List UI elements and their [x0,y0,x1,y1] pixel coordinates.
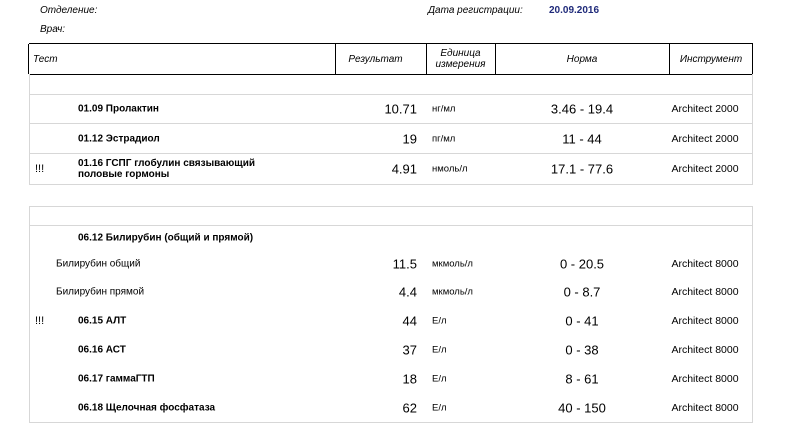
test-instrument: Architect 2000 [671,103,739,115]
test-result: 4.91 [391,161,417,177]
test-unit: мкмоль/л [432,286,473,298]
test-norm: 40 - 150 [558,400,606,416]
col-unit: Единица измерения [435,48,486,70]
table-row [30,365,752,393]
table-row [30,154,752,184]
table-header [29,43,753,75]
test-unit: мкмоль/л [432,258,473,270]
table-row [30,394,752,422]
test-instrument: Architect 8000 [671,402,739,414]
group-title: 06.12 Билирубин (общий и прямой) [78,232,254,244]
test-name: 01.09 Пролактин [78,103,159,115]
table-row [30,250,752,278]
test-result: 11.5 [392,256,417,272]
test-instrument: Architect 2000 [671,163,739,175]
test-norm: 0 - 20.5 [559,256,605,272]
col-instrument: Инструмент [679,53,743,65]
test-norm: 0 - 41 [565,313,599,329]
test-name: 06.17 гаммаГТП [78,373,155,385]
test-result: 18 [402,371,417,387]
table-row [30,95,752,123]
test-result: 4.4 [398,284,417,300]
test-unit: Е/л [432,402,447,414]
test-norm: 3.46 - 19.4 [550,101,614,117]
test-unit: нмоль/л [432,163,468,175]
col-norm: Норма [566,53,598,65]
test-result: 19 [402,131,417,146]
test-name: 06.18 Щелочная фосфатаза [78,402,216,414]
test-instrument: Architect 2000 [671,132,739,145]
test-name: 01.16 ГСПГ глобулин связывающий половые гормоны [78,158,256,180]
test-instrument: Architect 8000 [671,315,739,327]
test-name: 06.15 АЛТ [78,315,127,327]
test-norm: 0 - 8.7 [563,284,601,300]
col-test: Тест [33,53,58,65]
test-result: 62 [402,400,417,416]
col-result: Результат [348,53,403,65]
test-result: 37 [402,342,417,358]
test-result: 10.71 [384,101,417,117]
test-norm: 8 - 61 [565,371,599,387]
test-unit: нг/мл [432,103,456,115]
test-instrument: Architect 8000 [671,344,739,356]
test-unit: Е/л [432,344,447,356]
alert-flag: !!! [35,163,45,175]
test-name: Билирубин общий [56,258,141,270]
group-title-row [30,226,752,250]
alert-flag: !!! [35,315,45,327]
test-unit: Е/л [432,373,447,385]
test-instrument: Architect 8000 [671,373,739,385]
test-norm: 11 - 44 [562,131,602,146]
table-row [30,124,752,153]
department-label: Отделение: [40,5,98,16]
table-row [30,307,752,335]
test-unit: пг/мл [432,133,456,144]
test-name: Билирубин прямой [56,286,145,298]
table-row [30,336,752,364]
test-name: 01.12 Эстрадиол [78,133,160,144]
test-norm: 17.1 - 77.6 [550,161,614,177]
reg-date-value: 20.09.2016 [549,5,600,16]
test-result: 44 [402,313,417,329]
test-instrument: Architect 8000 [671,286,739,298]
test-name: 06.16 АСТ [78,344,126,356]
doctor-label: Врач: [40,24,66,35]
test-instrument: Architect 8000 [671,258,739,270]
test-norm: 0 - 38 [565,342,599,358]
test-unit: Е/л [432,315,447,327]
table-row [30,278,752,306]
reg-date-label: Дата регистрации: [428,5,523,16]
